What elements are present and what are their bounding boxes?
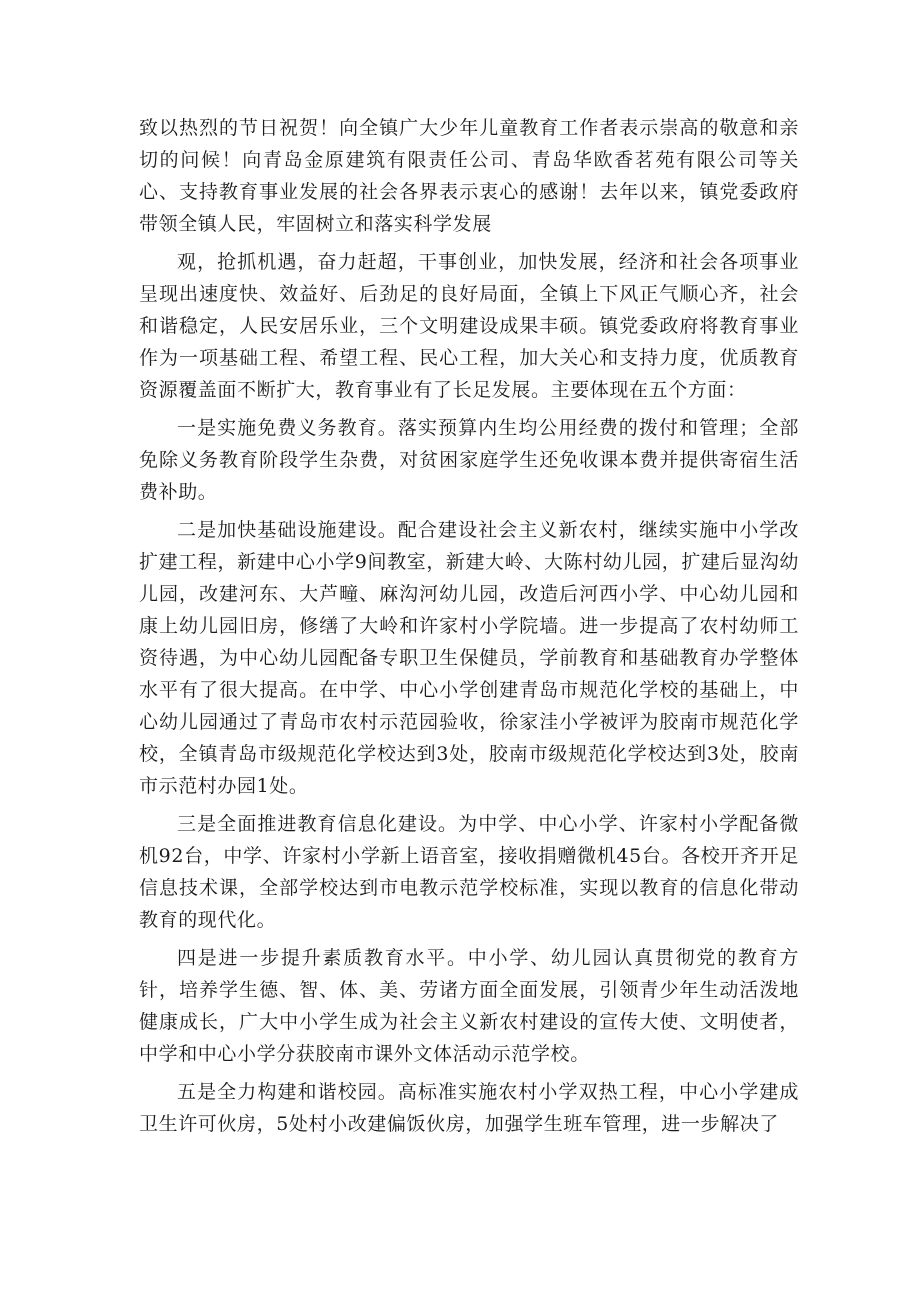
paragraph-quality-education: 四是进一步提升素质教育水平。中小学、幼儿园认真贯彻党的教育方针，培养学生德、智、体、美、劳诸方面全面发展，引领青少年生动活泼地健康成长，广大中小学生成为社会主义新农村建设的宣传大使、文明使者，中学和中心小学分获胶南市课外文体活动示范学校。: [139, 947, 799, 1065]
paragraph-infrastructure: 二是加快基础设施建设。配合建设社会主义新农村，继续实施中小学改扩建工程，新建中心小学9间教室，新建大岭、大陈村幼儿园，扩建后显沟幼儿园，改建河东、大芦疃、麻沟河幼儿园，改造后河西小学、中心幼儿园和康上幼儿园旧房，修缮了大岭和许家村小学院墙。进一步提高了农村幼师工资待遇，为中心幼儿园配备专职卫生保健员，学前教育和基础教育办学整体水平有了很大提高。在中学、中心小学创建青岛市规范化学校的基础上，中心幼儿园通过了青岛市农村示范园验收，徐家洼小学被评为胶南市规范化学校，全镇青岛市级规范化学校达到3处，胶南市级规范化学校达到3处，胶南市示范村办园1处。: [139, 519, 799, 797]
paragraph-informatization: 三是全面推进教育信息化建设。为中学、中心小学、许家村小学配备微机92台，中学、许家村小学新上语音室，接收捐赠微机45台。各校开齐开足信息技术课，全部学校达到市电教示范学校标准，实现以教育的信息化带动教育的现代化。: [139, 813, 799, 931]
paragraph-harmonious-campus: 五是全力构建和谐校园。高标准实施农村小学双热工程，中心小学建成卫生许可伙房，5处村小改建偏饭伙房，加强学生班车管理，进一步解决了: [139, 1081, 799, 1135]
paragraph-opening: 致以热烈的节日祝贺！向全镇广大少年儿童教育工作者表示崇高的敬意和亲切的问候！向青岛金原建筑有限责任公司、青岛华欧香茗苑有限公司等关心、支持教育事业发展的社会各界表示衷心的感谢！去年以来，镇党委政府带领全镇人民，牢固树立和落实科学发展: [139, 117, 799, 235]
paragraph-overview: 观，抢抓机遇，奋力赶超，干事创业，加快发展，经济和社会各项事业呈现出速度快、效益好、后劲足的良好局面，全镇上下风正气顺心齐，社会和谐稳定，人民安居乐业，三个文明建设成果丰硕。镇党委政府将教育事业作为一项基础工程、希望工程、民心工程，加大关心和支持力度，优质教育资源覆盖面不断扩大，教育事业有了长足发展。主要体现在五个方面：: [139, 251, 799, 401]
document-body: [139, 112, 799, 1140]
paragraph-free-education: 一是实施免费义务教育。落实预算内生均公用经费的拨付和管理；全部免除义务教育阶段学生杂费，对贫困家庭学生还免收课本费并提供寄宿生活费补助。: [139, 417, 799, 503]
